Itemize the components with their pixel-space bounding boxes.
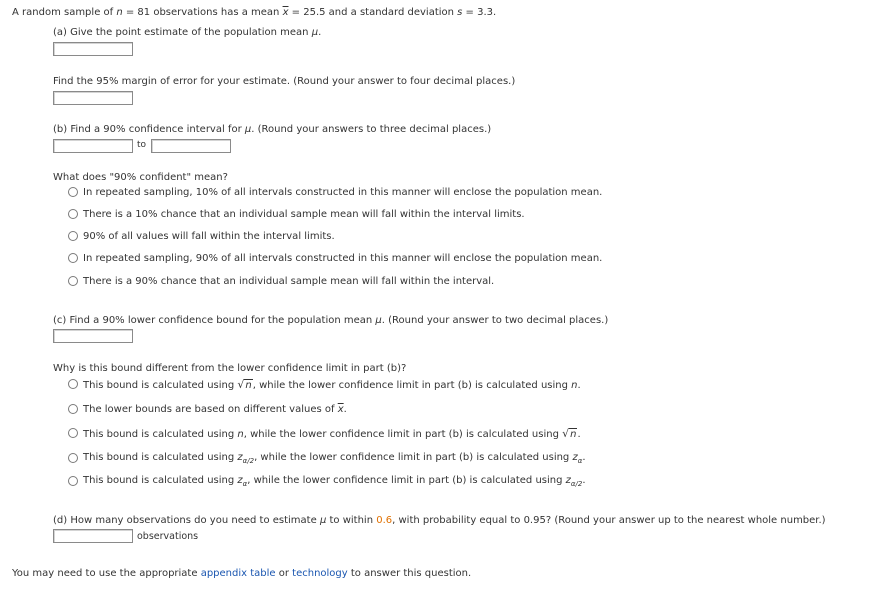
sqrt-n-symbol: √n (237, 378, 252, 391)
bound-option-4-label: This bound is calculated using $z_{\alpha/2}$, while the lower confidence limit in part (b) is calculated using $z_\alpha$. (83, 452, 586, 465)
bound-option-2-radio[interactable] (68, 404, 78, 414)
bound-option-5-radio[interactable] (68, 476, 78, 486)
bound-option-3-label: This bound is calculated using n, while the lower confidence limit in part (b) is calculated using √n. (83, 427, 581, 440)
part-c-label: (c) Find a 90% lower confidence bound for the population mean μ. (Round your answer to two decimal places.) (53, 315, 609, 326)
part-a-label: (a) Give the point estimate of the population mean μ. (53, 27, 322, 38)
confident-option-3-label: 90% of all values will fall within the interval limits. (83, 231, 335, 242)
confident-option-5-radio[interactable] (68, 276, 78, 286)
confident-option-3-radio[interactable] (68, 231, 78, 241)
appendix-table-link[interactable]: appendix table (200, 568, 276, 579)
confident-option-1-label: In repeated sampling, 10% of all intervals constructed in this manner will enclose the population mean. (83, 187, 603, 198)
bound-option-2-label: The lower bounds are based on different values of $\overline{x}$. (83, 404, 347, 415)
intro-text: A random sample of n = 81 observations has a mean $\overline{x} = 25.5$ and a standard deviation s = 3.3. (12, 7, 497, 18)
part-d-label: (d) How many observations do you need to estimate μ to within 0.6, with probability equal to 0.95? (Round your answer up to the nearest whole number.) (53, 515, 826, 526)
confident-option-2-radio[interactable] (68, 209, 78, 219)
interval-lower-input[interactable] (53, 139, 133, 153)
lower-bound-input[interactable] (53, 329, 133, 343)
bound-option-5-label: This bound is calculated using $z_\alpha$, while the lower confidence limit in part (b) is calculated using $z_{\alpha/2}$. (83, 475, 586, 488)
confident-option-2-label: There is a 10% chance that an individual sample mean will fall within the interval limits. (83, 209, 525, 220)
confident-question: What does "90% confident" mean? (53, 172, 228, 183)
bound-question: Why is this bound different from the lower confidence limit in part (b)? (53, 363, 407, 374)
part-b-label: (b) Find a 90% confidence interval for μ. (Round your answers to three decimal places.) (53, 124, 492, 135)
margin-error-input[interactable] (53, 91, 133, 105)
observations-input[interactable] (53, 529, 133, 543)
bound-option-4-radio[interactable] (68, 453, 78, 463)
bound-option-1-label: This bound is calculated using √n, while the lower confidence limit in part (b) is calculated using n. (83, 378, 581, 391)
confident-option-4-radio[interactable] (68, 253, 78, 263)
point-estimate-input[interactable] (53, 42, 133, 56)
technology-link[interactable]: technology (292, 568, 348, 579)
confident-option-5-label: There is a 90% chance that an individual sample mean will fall within the interval. (83, 276, 495, 287)
sqrt-n-symbol: √n (562, 427, 577, 440)
footer-note: You may need to use the appropriate appendix table or technology to answer this question. (12, 568, 472, 579)
to-label: to (137, 140, 147, 150)
interval-upper-input[interactable] (151, 139, 231, 153)
bound-option-1-radio[interactable] (68, 379, 78, 389)
bound-option-3-radio[interactable] (68, 428, 78, 438)
observations-unit-label: observations (137, 531, 199, 542)
confident-option-1-radio[interactable] (68, 187, 78, 197)
margin-error-prompt: Find the 95% margin of error for your estimate. (Round your answer to four decimal places.) (53, 76, 516, 87)
confident-option-4-label: In repeated sampling, 90% of all intervals constructed in this manner will enclose the population mean. (83, 253, 603, 264)
